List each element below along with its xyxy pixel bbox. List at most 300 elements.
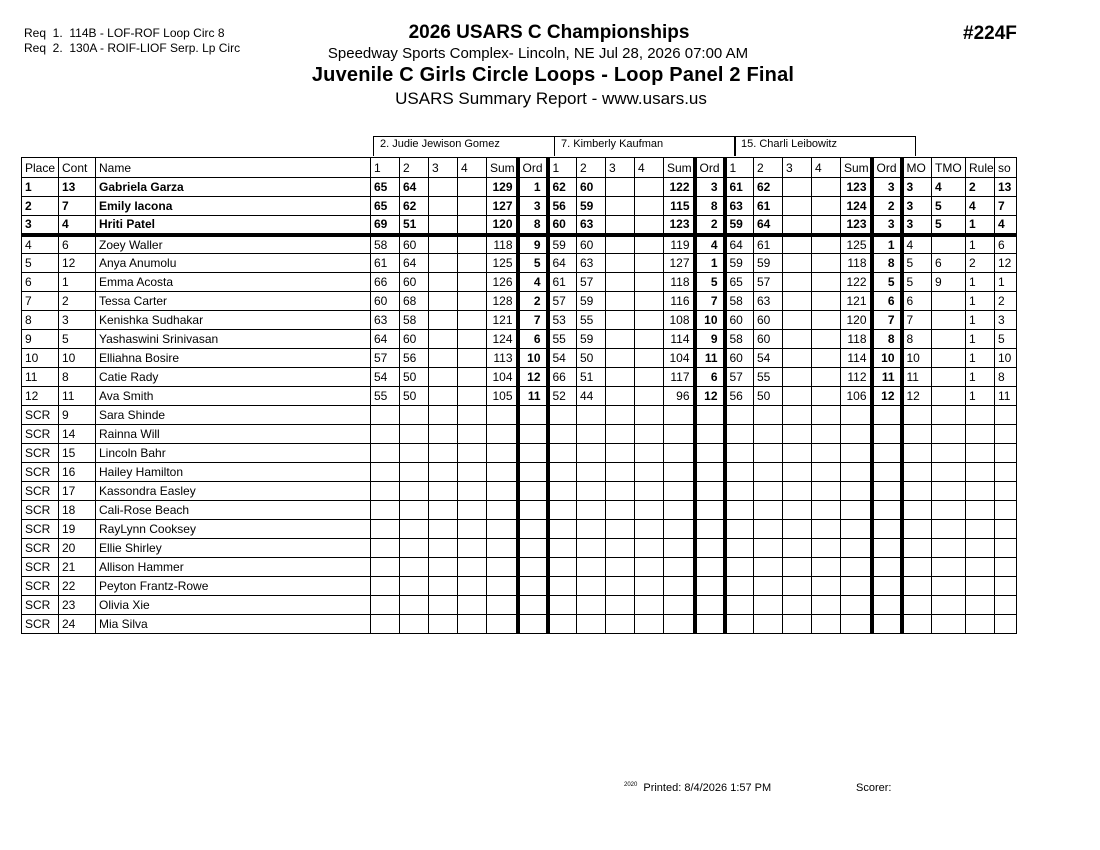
header-place: Place (22, 158, 59, 178)
row-judge-3-score-1: 58 (725, 330, 754, 349)
row-so (995, 596, 1017, 615)
row-judge-2-score-1: 61 (548, 273, 577, 292)
row-so (995, 539, 1017, 558)
row-judge-2-score-5 (664, 577, 695, 596)
row-judge-3-score-4 (812, 596, 841, 615)
row-tmo (932, 292, 966, 311)
row-judge-3-score-2 (754, 501, 783, 520)
row-so (995, 501, 1017, 520)
row-judge-1-score-1: 66 (371, 273, 400, 292)
row-judge-2-score-6: 1 (695, 254, 725, 273)
row-judge-2-score-2 (577, 463, 606, 482)
row-place: 11 (22, 368, 59, 387)
row-place: SCR (22, 444, 59, 463)
row-judge-3-score-4 (812, 330, 841, 349)
row-judge-1-score-5: 129 (487, 178, 518, 197)
row-judge-2-score-6: 9 (695, 330, 725, 349)
row-judge-1-score-6 (518, 501, 548, 520)
row-place: SCR (22, 539, 59, 558)
row-judge-3-score-1 (725, 596, 754, 615)
row-mo: 8 (902, 330, 932, 349)
row-mo (902, 463, 932, 482)
row-judge-2-score-1: 55 (548, 330, 577, 349)
row-judge-3-score-1: 57 (725, 368, 754, 387)
row-tmo (932, 558, 966, 577)
row-judge-2-score-4 (635, 292, 664, 311)
row-judge-3-score-3 (783, 178, 812, 197)
row-judge-3-score-2: 57 (754, 273, 783, 292)
row-judge-2-score-6: 2 (695, 216, 725, 235)
row-judge-1-score-6: 6 (518, 330, 548, 349)
row-judge-3-score-5 (841, 463, 872, 482)
header-name: Name (96, 158, 371, 178)
header-judge-3-col-3: 3 (783, 158, 812, 178)
row-judge-3-score-6 (872, 558, 902, 577)
row-judge-1-score-2: 68 (400, 292, 429, 311)
row-contestant-number: 18 (59, 501, 96, 520)
row-rule (966, 406, 995, 425)
row-judge-1-score-5: 124 (487, 330, 518, 349)
row-judge-2-score-2: 59 (577, 292, 606, 311)
row-judge-2-score-5: 115 (664, 197, 695, 216)
row-skater-name: Rainna Will (96, 425, 371, 444)
row-judge-3-score-4 (812, 311, 841, 330)
row-judge-1-score-2: 64 (400, 178, 429, 197)
row-judge-3-score-5: 118 (841, 254, 872, 273)
row-judge-1-score-3 (429, 387, 458, 406)
row-judge-3-score-3 (783, 558, 812, 577)
row-contestant-number: 3 (59, 311, 96, 330)
row-judge-3-score-5 (841, 539, 872, 558)
results-table (21, 157, 1017, 634)
row-mo (902, 444, 932, 463)
row-judge-3-score-1 (725, 444, 754, 463)
row-judge-3-score-5: 106 (841, 387, 872, 406)
row-judge-2-score-2 (577, 615, 606, 634)
table-row (22, 368, 1017, 387)
row-rule (966, 501, 995, 520)
row-so (995, 463, 1017, 482)
row-judge-3-score-4 (812, 235, 841, 254)
row-judge-3-score-3 (783, 501, 812, 520)
row-judge-3-score-4 (812, 463, 841, 482)
row-mo: 7 (902, 311, 932, 330)
row-judge-3-score-6: 5 (872, 273, 902, 292)
row-skater-name: Emily Iacona (96, 197, 371, 216)
table-row (22, 463, 1017, 482)
row-tmo (932, 444, 966, 463)
row-rule: 4 (966, 197, 995, 216)
row-judge-3-score-2: 54 (754, 349, 783, 368)
row-judge-1-score-5: 121 (487, 311, 518, 330)
row-judge-2-score-1: 66 (548, 368, 577, 387)
row-so: 13 (995, 178, 1017, 197)
row-judge-1-score-4 (458, 216, 487, 235)
row-judge-3-score-2: 55 (754, 368, 783, 387)
row-judge-1-score-1 (371, 558, 400, 577)
row-judge-3-score-2: 50 (754, 387, 783, 406)
printed-label: Printed: 8/4/2026 1:57 PM (643, 782, 772, 794)
row-judge-1-score-1: 65 (371, 197, 400, 216)
row-judge-1-score-2 (400, 539, 429, 558)
row-judge-1-score-5 (487, 482, 518, 501)
row-so (995, 615, 1017, 634)
row-judge-1-score-2: 60 (400, 330, 429, 349)
row-judge-1-score-2 (400, 520, 429, 539)
row-judge-1-score-2: 60 (400, 235, 429, 254)
header-judge-1-col-4: 4 (458, 158, 487, 178)
row-judge-3-score-3 (783, 482, 812, 501)
row-judge-1-score-1: 63 (371, 311, 400, 330)
row-judge-1-score-5 (487, 596, 518, 615)
row-so: 7 (995, 197, 1017, 216)
row-judge-2-score-6 (695, 539, 725, 558)
row-judge-1-score-1: 61 (371, 254, 400, 273)
row-so: 5 (995, 330, 1017, 349)
row-judge-1-score-4 (458, 349, 487, 368)
row-skater-name: Gabriela Garza (96, 178, 371, 197)
table-row (22, 520, 1017, 539)
row-judge-1-score-6 (518, 406, 548, 425)
row-judge-2-score-4 (635, 406, 664, 425)
row-judge-3-score-5 (841, 615, 872, 634)
row-judge-3-score-2 (754, 425, 783, 444)
row-judge-3-score-5: 112 (841, 368, 872, 387)
row-judge-1-score-6 (518, 577, 548, 596)
row-judge-1-score-4 (458, 273, 487, 292)
row-judge-3-score-6: 11 (872, 368, 902, 387)
row-judge-3-score-6 (872, 615, 902, 634)
row-judge-3-score-2 (754, 577, 783, 596)
row-judge-3-score-4 (812, 197, 841, 216)
row-judge-3-score-6: 3 (872, 216, 902, 235)
row-contestant-number: 6 (59, 235, 96, 254)
row-judge-3-score-2: 60 (754, 311, 783, 330)
row-skater-name: RayLynn Cooksey (96, 520, 371, 539)
row-judge-2-score-3 (606, 178, 635, 197)
row-judge-2-score-4 (635, 539, 664, 558)
row-contestant-number: 24 (59, 615, 96, 634)
row-judge-2-score-5: 96 (664, 387, 695, 406)
table-row (22, 577, 1017, 596)
row-judge-2-score-3 (606, 254, 635, 273)
row-rule (966, 539, 995, 558)
row-place: SCR (22, 425, 59, 444)
row-judge-1-score-2: 60 (400, 273, 429, 292)
row-judge-3-score-6 (872, 463, 902, 482)
row-judge-2-score-3 (606, 197, 635, 216)
row-judge-2-score-1: 62 (548, 178, 577, 197)
row-judge-2-score-6 (695, 444, 725, 463)
row-judge-1-score-3 (429, 178, 458, 197)
row-tmo (932, 235, 966, 254)
row-judge-1-score-3 (429, 425, 458, 444)
header-judge-2-col-2: 2 (577, 158, 606, 178)
row-contestant-number: 10 (59, 349, 96, 368)
row-contestant-number: 1 (59, 273, 96, 292)
row-skater-name: Zoey Waller (96, 235, 371, 254)
row-rule: 1 (966, 330, 995, 349)
row-judge-3-score-3 (783, 520, 812, 539)
row-rule (966, 463, 995, 482)
requirement-2: Req 2. 130A - ROIF-LIOF Serp. Lp Circ (24, 41, 241, 55)
row-judge-3-score-2: 61 (754, 197, 783, 216)
row-rule (966, 425, 995, 444)
row-skater-name: Olivia Xie (96, 596, 371, 615)
row-judge-2-score-2: 60 (577, 235, 606, 254)
event-number: #224F (963, 23, 1017, 44)
row-contestant-number: 13 (59, 178, 96, 197)
row-judge-2-score-4 (635, 178, 664, 197)
row-judge-2-score-2: 59 (577, 197, 606, 216)
row-place: SCR (22, 596, 59, 615)
row-mo (902, 425, 932, 444)
row-contestant-number: 16 (59, 463, 96, 482)
row-judge-3-score-5 (841, 444, 872, 463)
row-judge-3-score-6 (872, 577, 902, 596)
row-judge-3-score-3 (783, 254, 812, 273)
row-so: 8 (995, 368, 1017, 387)
row-mo: 3 (902, 178, 932, 197)
row-judge-1-score-4 (458, 254, 487, 273)
row-place: 7 (22, 292, 59, 311)
row-judge-2-score-1 (548, 501, 577, 520)
row-judge-1-score-5: 127 (487, 197, 518, 216)
row-judge-3-score-6 (872, 596, 902, 615)
row-judge-2-score-3 (606, 311, 635, 330)
row-judge-1-score-1 (371, 425, 400, 444)
row-mo (902, 539, 932, 558)
row-judge-3-score-6: 6 (872, 292, 902, 311)
row-judge-1-score-1 (371, 406, 400, 425)
row-place: SCR (22, 558, 59, 577)
header-judge-1-col-6: Ord (518, 158, 548, 178)
row-contestant-number: 2 (59, 292, 96, 311)
row-judge-2-score-6 (695, 596, 725, 615)
row-judge-1-score-5 (487, 558, 518, 577)
row-judge-2-score-6: 12 (695, 387, 725, 406)
row-judge-3-score-2 (754, 482, 783, 501)
row-judge-1-score-4 (458, 292, 487, 311)
row-judge-1-score-6: 12 (518, 368, 548, 387)
row-judge-1-score-6 (518, 520, 548, 539)
row-judge-2-score-4 (635, 596, 664, 615)
row-judge-1-score-2: 50 (400, 387, 429, 406)
row-rule (966, 577, 995, 596)
row-mo (902, 482, 932, 501)
row-judge-3-score-2: 63 (754, 292, 783, 311)
row-judge-3-score-5: 121 (841, 292, 872, 311)
header-judge-3-col-2: 2 (754, 158, 783, 178)
row-judge-2-score-3 (606, 577, 635, 596)
row-judge-3-score-6 (872, 444, 902, 463)
row-so (995, 520, 1017, 539)
header-judge-1-col-5: Sum (487, 158, 518, 178)
row-judge-2-score-1 (548, 558, 577, 577)
row-judge-3-score-6: 3 (872, 178, 902, 197)
row-judge-2-score-4 (635, 482, 664, 501)
row-judge-2-score-2: 55 (577, 311, 606, 330)
row-judge-3-score-5: 124 (841, 197, 872, 216)
row-mo: 4 (902, 235, 932, 254)
row-contestant-number: 11 (59, 387, 96, 406)
row-judge-2-score-4 (635, 615, 664, 634)
row-judge-1-score-1 (371, 444, 400, 463)
header-judge-2-col-3: 3 (606, 158, 635, 178)
row-place: 8 (22, 311, 59, 330)
row-judge-2-score-1: 53 (548, 311, 577, 330)
row-judge-3-score-1: 59 (725, 254, 754, 273)
row-place: 5 (22, 254, 59, 273)
row-skater-name: Emma Acosta (96, 273, 371, 292)
row-tmo (932, 482, 966, 501)
row-judge-3-score-3 (783, 444, 812, 463)
row-judge-1-score-3 (429, 520, 458, 539)
row-judge-2-score-3 (606, 558, 635, 577)
row-rule: 1 (966, 216, 995, 235)
row-judge-3-score-3 (783, 216, 812, 235)
row-judge-3-score-5 (841, 520, 872, 539)
row-judge-1-score-3 (429, 406, 458, 425)
row-judge-1-score-5: 113 (487, 349, 518, 368)
row-judge-3-score-1 (725, 406, 754, 425)
row-judge-3-score-3 (783, 330, 812, 349)
table-row (22, 330, 1017, 349)
row-judge-1-score-6: 8 (518, 216, 548, 235)
row-judge-1-score-6 (518, 463, 548, 482)
row-judge-1-score-6: 2 (518, 292, 548, 311)
row-judge-1-score-3 (429, 311, 458, 330)
table-row (22, 254, 1017, 273)
row-judge-1-score-6 (518, 425, 548, 444)
row-judge-1-score-3 (429, 615, 458, 634)
row-mo (902, 501, 932, 520)
row-judge-2-score-6 (695, 577, 725, 596)
row-rule: 1 (966, 273, 995, 292)
row-judge-1-score-6 (518, 558, 548, 577)
row-tmo (932, 387, 966, 406)
row-contestant-number: 19 (59, 520, 96, 539)
row-tmo: 9 (932, 273, 966, 292)
row-so: 11 (995, 387, 1017, 406)
row-judge-2-score-3 (606, 463, 635, 482)
row-judge-2-score-2: 51 (577, 368, 606, 387)
header-judge-3-col-6: Ord (872, 158, 902, 178)
row-judge-2-score-4 (635, 311, 664, 330)
row-judge-1-score-3 (429, 216, 458, 235)
requirement-1: Req 1. 114B - LOF-ROF Loop Circ 8 (24, 26, 225, 40)
table-row (22, 216, 1017, 235)
row-rule: 1 (966, 292, 995, 311)
row-judge-1-score-5: 104 (487, 368, 518, 387)
report-title: USARS Summary Report - www.usars.us (395, 89, 707, 108)
row-judge-2-score-5 (664, 406, 695, 425)
row-judge-2-score-1 (548, 539, 577, 558)
row-place: SCR (22, 501, 59, 520)
row-place: 1 (22, 178, 59, 197)
row-judge-3-score-5: 123 (841, 216, 872, 235)
row-judge-1-score-6: 10 (518, 349, 548, 368)
row-judge-1-score-1 (371, 520, 400, 539)
row-mo: 5 (902, 254, 932, 273)
row-judge-2-score-5 (664, 501, 695, 520)
row-judge-2-score-3 (606, 368, 635, 387)
table-row (22, 615, 1017, 634)
row-judge-3-score-3 (783, 539, 812, 558)
row-so: 3 (995, 311, 1017, 330)
row-judge-3-score-5 (841, 596, 872, 615)
row-judge-3-score-1 (725, 615, 754, 634)
row-judge-2-score-5: 116 (664, 292, 695, 311)
row-tmo (932, 577, 966, 596)
row-so (995, 577, 1017, 596)
row-judge-1-score-5 (487, 539, 518, 558)
row-judge-2-score-2 (577, 406, 606, 425)
row-judge-2-score-1 (548, 406, 577, 425)
row-tmo (932, 596, 966, 615)
row-judge-1-score-5: 118 (487, 235, 518, 254)
row-tmo (932, 520, 966, 539)
row-judge-1-score-2 (400, 558, 429, 577)
row-judge-3-score-5: 118 (841, 330, 872, 349)
row-judge-2-score-3 (606, 520, 635, 539)
row-judge-3-score-2 (754, 596, 783, 615)
row-tmo (932, 311, 966, 330)
row-so (995, 558, 1017, 577)
row-judge-1-score-5 (487, 520, 518, 539)
row-judge-2-score-3 (606, 216, 635, 235)
row-judge-2-score-6 (695, 463, 725, 482)
row-judge-3-score-4 (812, 368, 841, 387)
row-judge-2-score-3 (606, 596, 635, 615)
row-judge-1-score-2 (400, 577, 429, 596)
row-judge-2-score-2 (577, 482, 606, 501)
row-judge-2-score-2 (577, 577, 606, 596)
row-judge-3-score-5: 122 (841, 273, 872, 292)
row-judge-2-score-1 (548, 463, 577, 482)
row-judge-1-score-6 (518, 444, 548, 463)
row-judge-1-score-1 (371, 463, 400, 482)
row-judge-2-score-3 (606, 615, 635, 634)
row-judge-1-score-5 (487, 444, 518, 463)
row-judge-1-score-5 (487, 577, 518, 596)
row-judge-1-score-4 (458, 520, 487, 539)
row-judge-1-score-6: 7 (518, 311, 548, 330)
table-row (22, 178, 1017, 197)
row-judge-3-score-3 (783, 197, 812, 216)
table-row (22, 349, 1017, 368)
row-mo: 6 (902, 292, 932, 311)
row-judge-3-score-2 (754, 558, 783, 577)
row-judge-3-score-6 (872, 482, 902, 501)
row-judge-1-score-2 (400, 482, 429, 501)
row-judge-3-score-4 (812, 482, 841, 501)
row-skater-name: Ellie Shirley (96, 539, 371, 558)
row-judge-1-score-4 (458, 368, 487, 387)
row-judge-2-score-3 (606, 387, 635, 406)
row-judge-2-score-4 (635, 349, 664, 368)
row-judge-2-score-1: 54 (548, 349, 577, 368)
row-tmo: 6 (932, 254, 966, 273)
row-tmo: 4 (932, 178, 966, 197)
row-judge-2-score-2 (577, 425, 606, 444)
row-judge-1-score-1 (371, 596, 400, 615)
row-judge-3-score-2 (754, 520, 783, 539)
row-judge-2-score-4 (635, 501, 664, 520)
row-judge-2-score-6 (695, 501, 725, 520)
row-judge-2-score-3 (606, 501, 635, 520)
row-contestant-number: 4 (59, 216, 96, 235)
